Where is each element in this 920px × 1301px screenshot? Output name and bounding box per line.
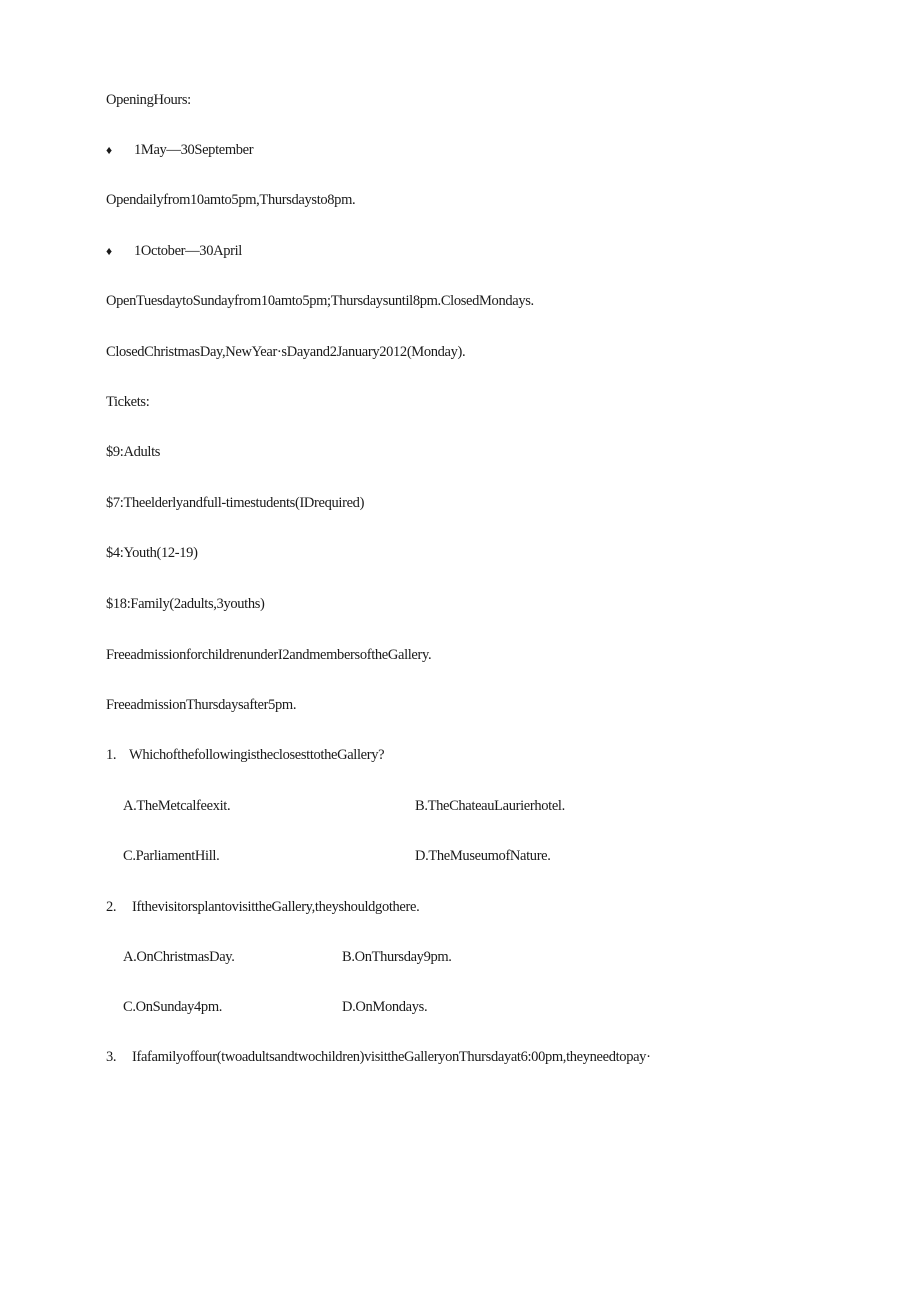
question-1-option-b: B.TheChateauLaurierhotel. <box>415 798 565 814</box>
ticket-price-adults: $9:Adults <box>106 444 161 460</box>
ticket-price-youth: $4:Youth(12-19) <box>106 545 198 561</box>
period-detail-winter: OpenTuesdaytoSundayfrom10amto5pm;Thursdaysuntil8pm.ClosedMondays. <box>106 293 534 309</box>
question-1-number: 1. <box>106 747 117 763</box>
ticket-price-elderly-students: $7:Theelderlyandfull-timestudents(IDrequired) <box>106 495 365 511</box>
free-admission-children-note: FreeadmissionforchildrenunderI2andmembersoftheGallery. <box>106 647 432 663</box>
question-3-number: 3. <box>106 1049 117 1065</box>
period-detail-summer: Opendailyfrom10amto5pm,Thursdaysto8pm. <box>106 192 356 208</box>
period-range-winter: 1October—30April <box>134 243 242 259</box>
question-2-option-a: A.OnChristmasDay. <box>123 949 235 965</box>
question-1-option-c: C.ParliamentHill. <box>123 848 220 864</box>
ticket-price-family: $18:Family(2adults,3youths) <box>106 596 265 612</box>
question-2-option-b: B.OnThursday9pm. <box>342 949 452 965</box>
closures-note: ClosedChristmasDay,NewYear·sDayand2January2012(Monday). <box>106 344 466 360</box>
question-1-text: WhichofthefollowingistheclosesttotheGallery? <box>129 747 385 763</box>
diamond-bullet-icon: ♦ <box>106 244 112 258</box>
question-2-number: 2. <box>106 899 117 915</box>
opening-hours-heading: OpeningHours: <box>106 92 191 108</box>
question-3-text: Ifafamilyoffour(twoadultsandtwochildren)visittheGalleryonThursdayat6:00pm,theyneedtopay· <box>132 1049 651 1065</box>
question-2-option-d: D.OnMondays. <box>342 999 428 1015</box>
tickets-heading: Tickets: <box>106 394 150 410</box>
diamond-bullet-icon: ♦ <box>106 143 112 157</box>
question-2-text: IfthevisitorsplantovisittheGallery,theyshouldgothere. <box>132 899 420 915</box>
free-admission-thursday-note: FreeadmissionThursdaysafter5pm. <box>106 697 297 713</box>
period-range-summer: 1May—30September <box>134 142 254 158</box>
question-1-option-d: D.TheMuseumofNature. <box>415 848 551 864</box>
question-2-option-c: C.OnSunday4pm. <box>123 999 223 1015</box>
question-1-option-a: A.TheMetcalfeexit. <box>123 798 231 814</box>
